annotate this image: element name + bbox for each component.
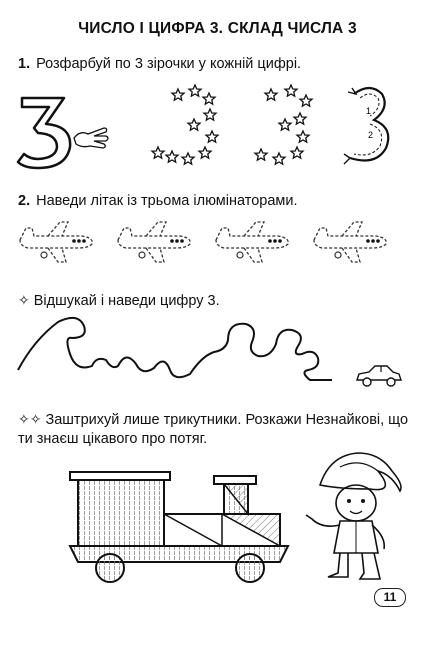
star-icon bbox=[204, 109, 216, 120]
task-1-instruction bbox=[18, 55, 301, 74]
task-2-instruction bbox=[18, 192, 298, 211]
star-icon bbox=[206, 131, 218, 142]
star-icon bbox=[300, 95, 312, 106]
task-4-instruction bbox=[18, 410, 418, 449]
star-icon bbox=[294, 113, 306, 124]
star-icon bbox=[182, 153, 194, 164]
airplane-icon bbox=[118, 222, 190, 262]
star-dotted-digit-three-2 bbox=[245, 85, 325, 175]
task-1-number: 1. bbox=[18, 56, 31, 72]
trace-label-2: 2 bbox=[368, 130, 374, 140]
trace-guide-digit-three bbox=[340, 84, 400, 174]
task-4-marker: ✧✧ bbox=[18, 411, 42, 427]
car-icon bbox=[355, 362, 403, 390]
star-icon bbox=[152, 147, 164, 158]
hidden-digit-scribble bbox=[14, 310, 354, 390]
trace-label-1: 1 bbox=[366, 106, 372, 116]
airplane-icon bbox=[314, 222, 386, 262]
page-title: ЧИСЛО І ЦИФРА 3. СКЛАД ЧИСЛА 3 bbox=[78, 20, 357, 37]
page-number: 11 bbox=[374, 588, 406, 607]
star-icon bbox=[255, 149, 267, 160]
task-3-text: Відшукай і наведи цифру 3. bbox=[33, 293, 220, 309]
task-3-instruction bbox=[18, 291, 220, 311]
train-icon bbox=[62, 468, 302, 588]
task-3-marker: ✧ bbox=[18, 292, 30, 308]
star-icon bbox=[265, 89, 277, 100]
airplane-icon bbox=[216, 222, 288, 262]
task-1-text: Розфарбуй по 3 зірочки у кожній цифрі. bbox=[36, 56, 302, 72]
star-icon bbox=[172, 89, 184, 100]
star-dotted-digit-three bbox=[150, 85, 230, 175]
star-icon bbox=[199, 147, 211, 158]
star-icon bbox=[166, 151, 178, 162]
task-4-text: Заштрихуй лише трикутники. Розкажи Незнайкові, що ти знаєш цікавого про потяг. bbox=[18, 412, 409, 447]
airplanes-row bbox=[18, 218, 418, 268]
star-icon bbox=[203, 93, 215, 104]
task-2-number: 2. bbox=[18, 193, 31, 209]
airplane-icon bbox=[20, 222, 92, 262]
star-icon bbox=[273, 153, 285, 164]
bunny-ears-hand-icon bbox=[70, 122, 112, 152]
star-icon bbox=[279, 119, 291, 130]
star-icon bbox=[285, 85, 297, 96]
star-icon bbox=[291, 147, 303, 158]
star-icon bbox=[188, 119, 200, 130]
star-icon bbox=[297, 131, 309, 142]
boy-character-icon bbox=[300, 445, 410, 585]
task-2-text: Наведи літак із трьома ілюмінаторами. bbox=[36, 193, 298, 209]
star-icon bbox=[189, 85, 201, 96]
